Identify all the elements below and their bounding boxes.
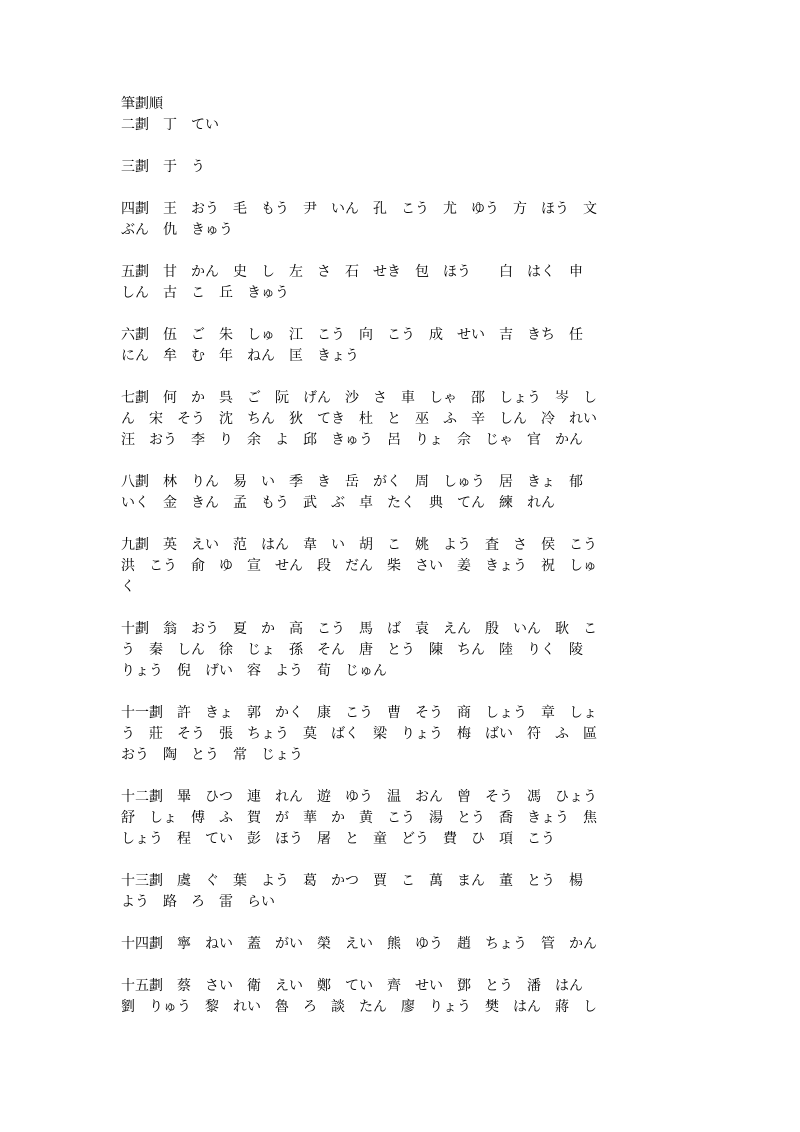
stroke-section	[121, 976, 673, 1018]
section-line: 七劃 何 か 呉 ご 阮 げん 沙 さ 車 しゃ 邵 しょう 岑 し	[121, 390, 597, 406]
section-line: 九劃 英 えい 范 はん 韋 い 胡 こ 姚 よう 査 さ 侯 こう	[121, 537, 597, 553]
stroke-section	[121, 535, 673, 598]
section-line: ぶん 仇 きゅう	[121, 222, 233, 238]
section-line: りょう 倪 げい 容 よう 荀 じゅん	[121, 663, 387, 679]
section-line: 劉 りゅう 黎 れい 魯 ろ 談 たん 廖 りょう 樊 はん 蔣 し	[121, 999, 597, 1015]
section-line: 十劃 翁 おう 夏 か 高 こう 馬 ば 袁 えん 殷 いん 耿 こ	[121, 621, 597, 637]
stroke-section	[121, 388, 673, 451]
section-line: う 秦 しん 徐 じょ 孫 そん 唐 とう 陳 ちん 陸 りく 陵	[121, 642, 583, 658]
stroke-section	[121, 199, 673, 241]
section-line: 三劃 于 う	[121, 159, 205, 175]
stroke-section	[121, 871, 673, 913]
stroke-sections	[121, 115, 673, 1018]
stroke-section	[121, 325, 673, 367]
section-line: 二劃 丁 てい	[121, 117, 219, 133]
section-line: 十三劃 虞 ぐ 葉 よう 葛 かつ 賈 こ 萬 まん 董 とう 楊	[121, 873, 583, 889]
section-line: よう 路 ろ 雷 らい	[121, 894, 275, 910]
section-line: いく 金 きん 孟 もう 武 ぶ 卓 たく 典 てん 練 れん	[121, 495, 555, 511]
section-line: 十四劃 寧 ねい 蓋 がい 榮 えい 熊 ゆう 趙 ちょう 管 かん	[121, 936, 597, 952]
stroke-section	[121, 787, 673, 850]
section-line: 十一劃 許 きょ 郭 かく 康 こう 曹 そう 商 しょう 章 しょ	[121, 705, 597, 721]
stroke-section	[121, 262, 673, 304]
stroke-section	[121, 115, 673, 136]
section-line: にん 牟 む 年 ねん 匡 きょう	[121, 348, 359, 364]
stroke-section	[121, 472, 673, 514]
stroke-section	[121, 703, 673, 766]
document-title: 筆劃順	[121, 96, 163, 112]
section-line: 六劃 伍 ご 朱 しゅ 江 こう 向 こう 成 せい 吉 きち 任	[121, 327, 583, 343]
document-body	[121, 94, 673, 1039]
stroke-section	[121, 157, 673, 178]
section-line: 舒 しょ 傅 ふ 賀 が 華 か 黄 こう 湯 とう 喬 きょう 焦	[121, 810, 597, 826]
section-line: 四劃 王 おう 毛 もう 尹 いん 孔 こう 尤 ゆう 方 ほう 文	[121, 201, 597, 217]
section-line: う 莊 そう 張 ちょう 莫 ばく 梁 りょう 梅 ばい 符 ふ 區	[121, 726, 597, 742]
section-line: 洪 こう 俞 ゆ 宣 せん 段 だん 柴 さい 姜 きょう 祝 しゅ	[121, 558, 597, 574]
section-line: ん 宋 そう 沈 ちん 狄 てき 杜 と 巫 ふ 辛 しん 冷 れい	[121, 411, 597, 427]
section-line: おう 陶 とう 常 じょう	[121, 747, 303, 763]
section-line: 十五劃 蔡 さい 衛 えい 鄭 てい 齊 せい 鄧 とう 潘 はん	[121, 978, 583, 994]
section-line: く	[121, 579, 135, 595]
section-line: 十二劃 畢 ひつ 連 れん 遊 ゆう 温 おん 曾 そう 馮 ひょう	[121, 789, 597, 805]
stroke-section	[121, 619, 673, 682]
section-line: しょう 程 てい 彭 ほう 屠 と 童 どう 費 ひ 項 こう	[121, 831, 555, 847]
section-line: しん 古 こ 丘 きゅう	[121, 285, 289, 301]
section-line: 五劃 甘 かん 史 し 左 さ 石 せき 包 ほう 白 はく 申	[121, 264, 583, 280]
section-line: 汪 おう 李 り 余 よ 邱 きゅう 呂 りょ 佘 じゃ 官 かん	[121, 432, 583, 448]
section-line: 八劃 林 りん 易 い 季 き 岳 がく 周 しゅう 居 きょ 郁	[121, 474, 583, 490]
stroke-section	[121, 934, 673, 955]
